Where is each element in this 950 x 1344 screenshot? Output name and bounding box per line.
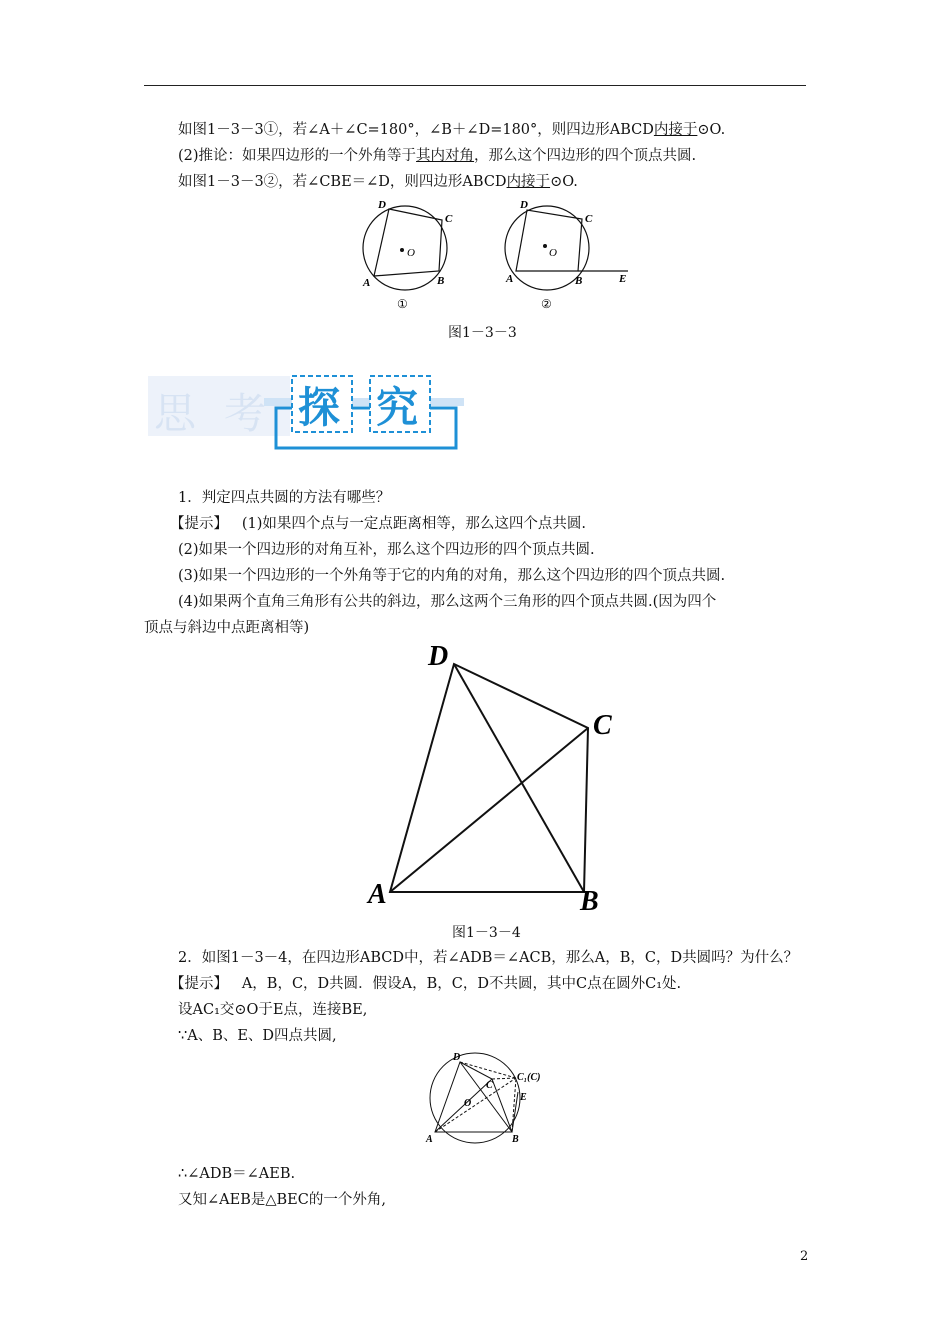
hint-tag: 【提示】 [170, 516, 228, 532]
section-banner [144, 370, 474, 452]
label-b: B [580, 886, 599, 915]
proof-label-b: B [512, 1134, 519, 1145]
intro-line-3: 如图1－3－3②，若∠CBE＝∠D，则四边形ABCD内接于⊙O. [178, 174, 578, 190]
question-1-title: 1．判定四点共圆的方法有哪些？ [178, 490, 391, 506]
label-o-2: O [549, 247, 557, 259]
figure-proof [420, 1048, 570, 1148]
question-2-hint-line: 【提示】 A，B，C，D共圆．假设A，B，C，D不共圆，其中C点在圆外C₁处. [170, 976, 682, 992]
label-o-1: O [407, 247, 415, 259]
center-point-2 [543, 244, 547, 248]
label-a: A [368, 879, 387, 910]
figure-1-3-3-caption: 图1－3－3 [448, 325, 517, 341]
proof-label-c1: C₁(C) [517, 1072, 541, 1083]
label-c-1: C [445, 213, 453, 225]
figure-1-3-3-part-1 [363, 206, 447, 290]
question-2-after-1: ∴∠ADB＝∠AEB. [178, 1166, 296, 1182]
subfig-label-2: ② [541, 297, 552, 311]
label-d-1: D [378, 199, 386, 211]
label-c-2: C [585, 213, 593, 225]
question-2-line-1: 设AC₁交⊙O于E点，连接BE, [178, 1002, 368, 1018]
proof-label-c: C [486, 1080, 493, 1091]
center-point-1 [400, 248, 404, 252]
proof-label-e: E [520, 1092, 527, 1103]
figure-1-3-4-caption: 图1－3－4 [452, 925, 521, 941]
label-c: C [593, 710, 612, 741]
label-a-1: A [363, 277, 371, 289]
intro-line-1: 如图1－3－3①，若∠A＋∠C=180°，∠B＋∠D=180°，则四边形ABCD内接于⊙O. [178, 122, 726, 138]
question-1-item-4-cont: 顶点与斜边中点距离相等) [144, 620, 310, 636]
label-b-1: B [437, 275, 445, 287]
proof-label-o: O [464, 1098, 472, 1109]
intro-line-2: (2)推论：如果四边形的一个外角等于其内对角，那么这个四边形的四个顶点共圆. [178, 148, 697, 164]
banner-char-1: 思 [154, 392, 197, 438]
label-a-2: A [506, 273, 514, 285]
header-rule [144, 85, 806, 86]
banner-char-3: 探 [298, 386, 341, 432]
subfig-label-1: ① [397, 297, 408, 311]
figure-1-3-3-part-2 [505, 206, 628, 290]
proof-label-d: D [453, 1052, 461, 1063]
question-2-after-2: 又知∠AEB是△BEC的一个外角, [178, 1192, 386, 1208]
figure-1-3-3 [350, 196, 640, 316]
question-2-line-2: ∵A、B、E、D四点共圆, [178, 1028, 337, 1044]
banner-char-4: 究 [376, 386, 419, 432]
banner-char-2: 考 [224, 392, 267, 438]
proof-label-a: A [426, 1134, 433, 1145]
hint-tag-2: 【提示】 [170, 976, 228, 992]
label-e-2: E [619, 273, 627, 285]
label-d: D [428, 641, 449, 672]
label-b-2: B [575, 275, 583, 287]
question-1-item-4: (4)如果两个直角三角形有公共的斜边，那么这两个三角形的四个顶点共圆.(因为四个 [178, 594, 717, 610]
page-number: 2 [800, 1249, 809, 1264]
question-1-hint-line: 【提示】 (1)如果四个点与一定点距离相等，那么这四个点共圆. [170, 516, 586, 532]
figure-1-3-4 [360, 640, 630, 915]
question-1-item-2: (2)如果一个四边形的对角互补，那么这个四边形的四个顶点共圆. [178, 542, 595, 558]
question-1-item-3: (3)如果一个四边形的一个外角等于它的内角的对角，那么这个四边形的四个顶点共圆. [178, 568, 726, 584]
label-d-2: D [520, 199, 528, 211]
question-2-title: 2．如图1－3－4，在四边形ABCD中，若∠ADB＝∠ACB，那么A，B，C，D共圆吗？为什么？ [178, 950, 799, 966]
